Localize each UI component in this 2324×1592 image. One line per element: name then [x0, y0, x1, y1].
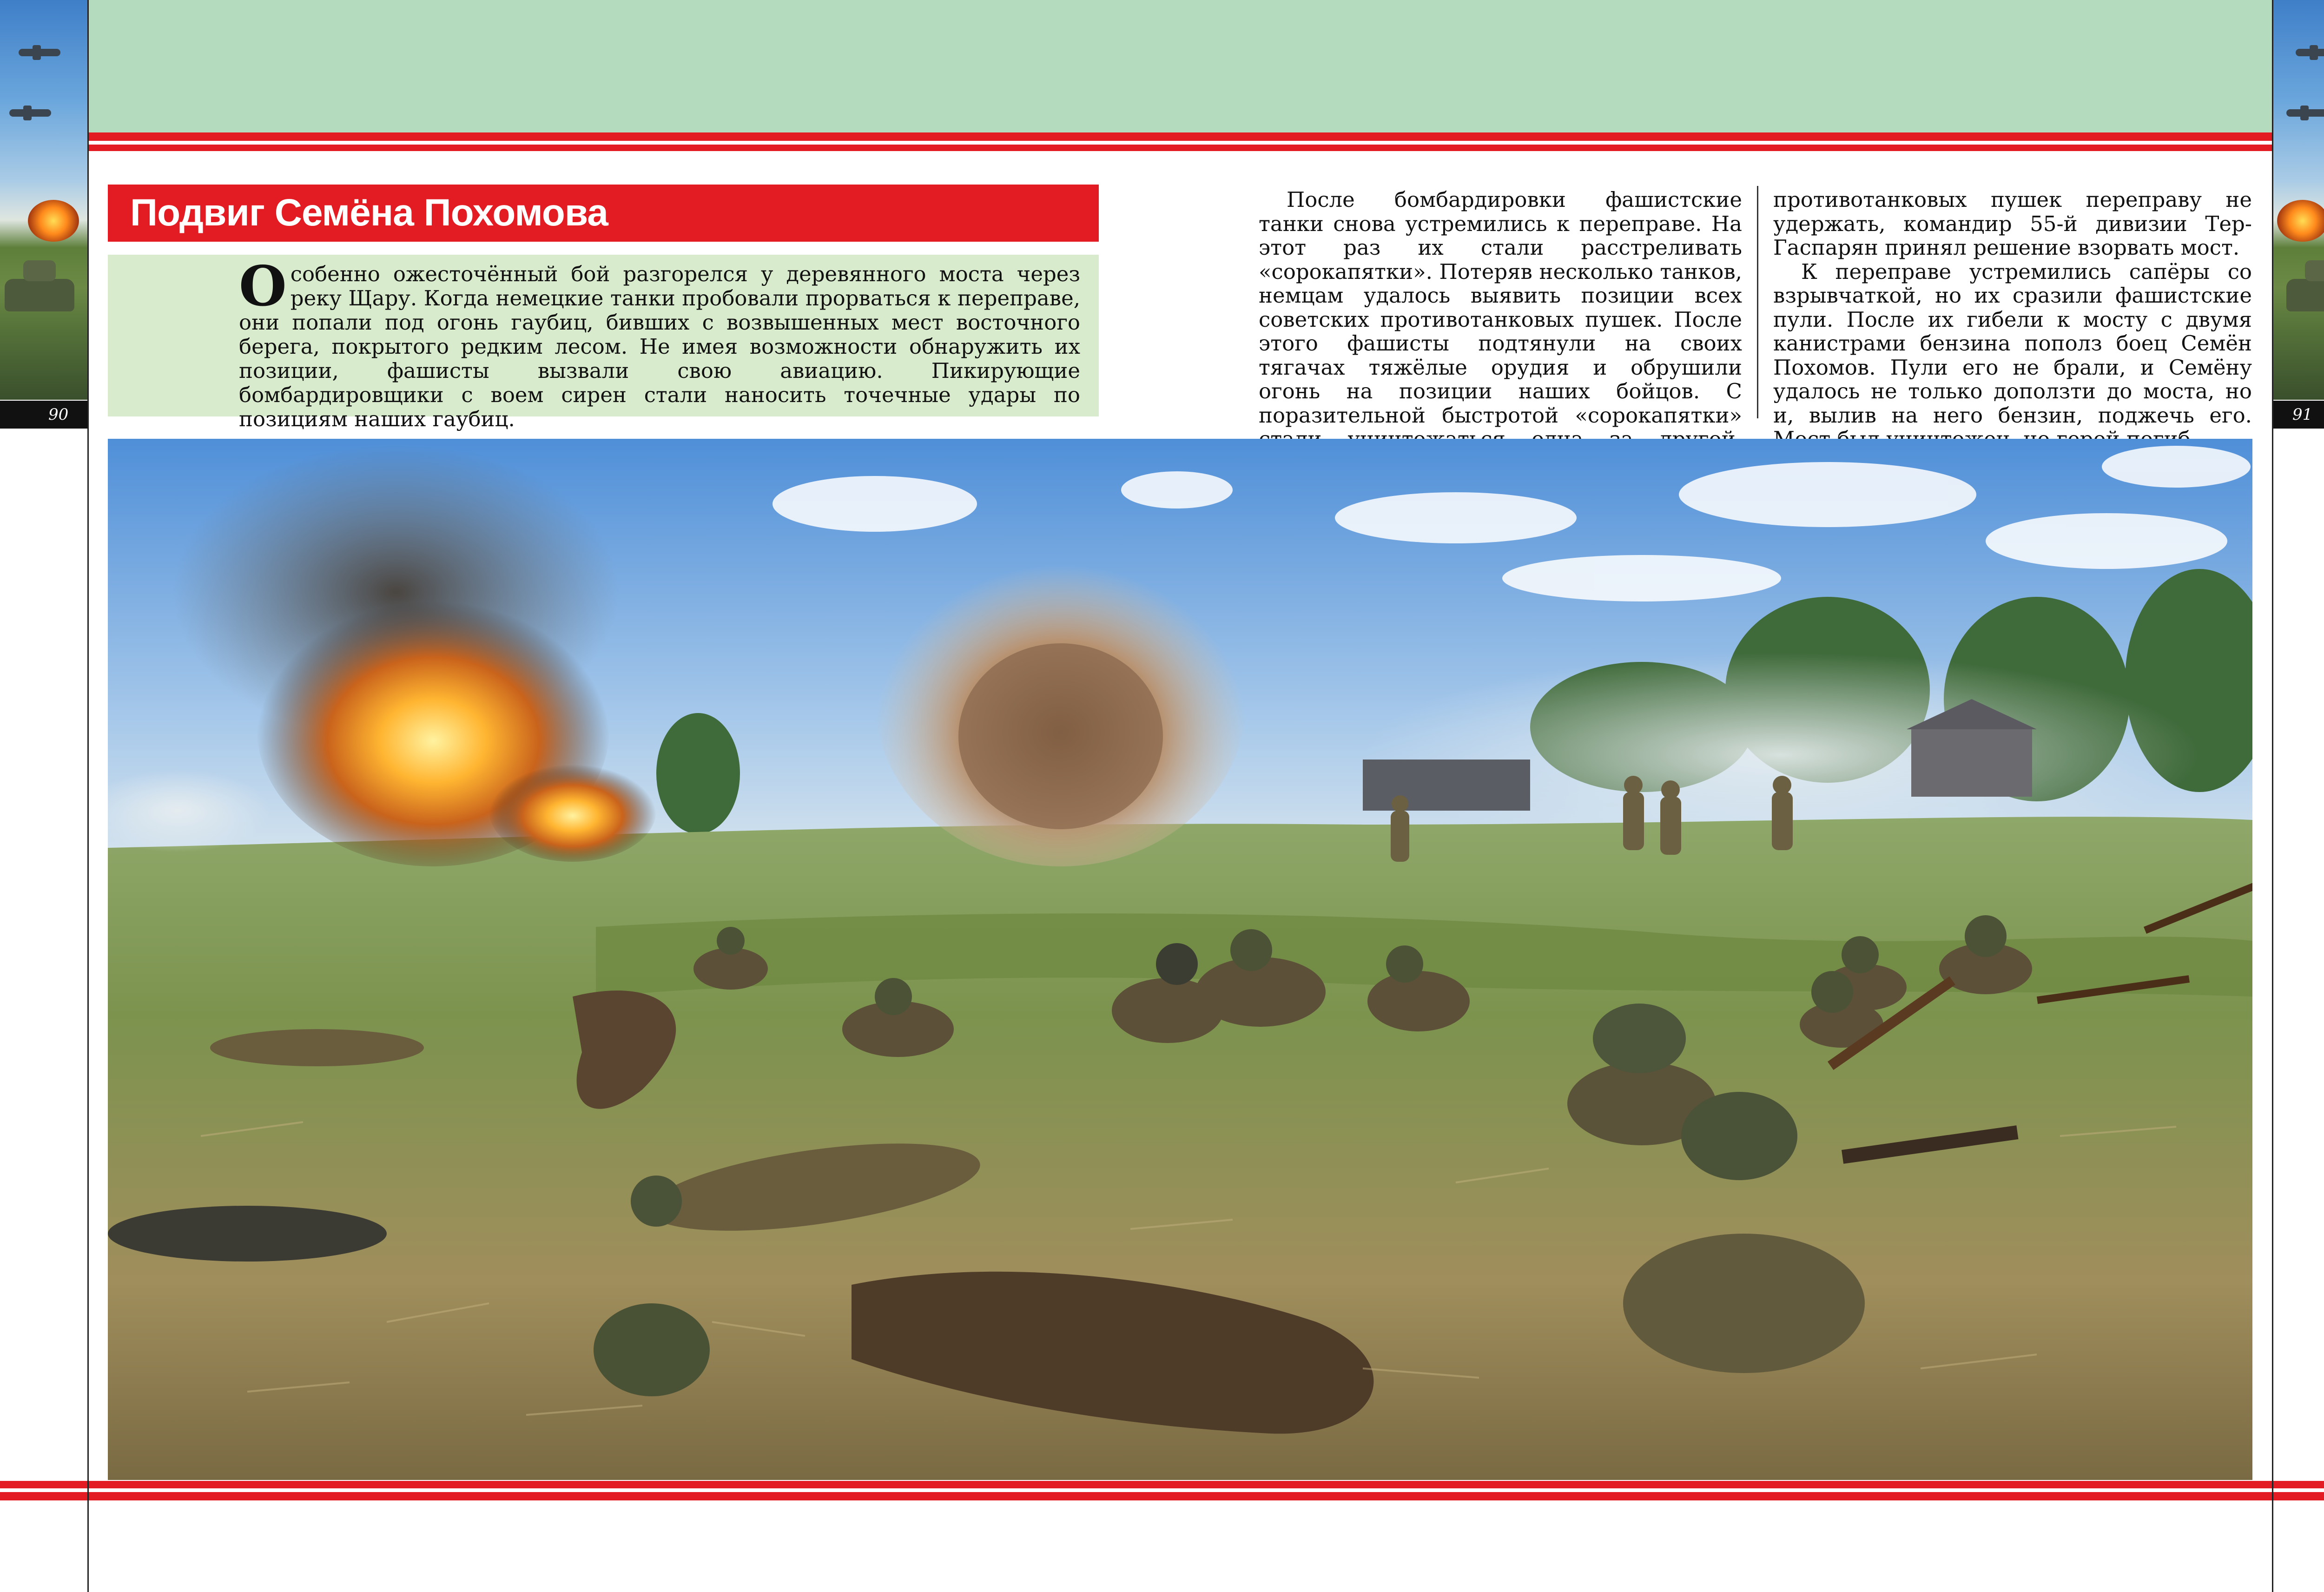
column-1-paragraph: После бомбардировки фашистские танки снова устремились к переправе. На этот раз их стали расстреливать «сорокапятки». Потеряв несколько танков, немцам удалось выявить позиции всех советских противотанковых пушек. После этого фашисты подтянули на своих тягачах тяжёлые орудия и обрушили огонь на позиции наших бойцов. С поразительной быстротой «сорокапятки» — [1259, 187, 1742, 428]
left-folio-bar — [0, 401, 88, 429]
text-column-2 — [1773, 188, 2252, 451]
plane-icon — [19, 49, 60, 56]
bottom-rule-gap — [0, 1488, 2324, 1492]
top-red-rule — [88, 132, 2273, 141]
tank-icon — [2286, 279, 2324, 311]
right-side-image — [2272, 0, 2324, 400]
column-2-paragraph-1: противотанковых пушек переправу не удержать, командир 55-й дивизии Тер-Гаспарян принял решение взорвать мост. — [1773, 187, 2252, 260]
top-band — [88, 0, 2273, 132]
right-page-number: 91 — [2292, 405, 2313, 424]
plane-icon — [2286, 109, 2324, 117]
plane-icon — [2296, 49, 2324, 56]
left-edge-rule — [87, 0, 89, 1592]
house — [1911, 727, 2032, 797]
column-divider — [1757, 186, 1758, 418]
tank-icon — [5, 279, 74, 311]
text-column-1 — [1259, 188, 1742, 475]
left-page-number: 90 — [48, 405, 69, 424]
column-2-paragraph-2: К переправе устремились сапёры со взрывчаткой, но их сразили фашистские пули. После их гибели к мосту с двумя канистрами бензина пополз боец Семён Похомов. Пули его не брали, и Семёну удалось не только доползти до моста, но и, вылив на него бензин, поджечь его. — [1773, 259, 2252, 428]
fire-icon — [2277, 200, 2324, 242]
fire-icon — [28, 200, 79, 242]
top-red-rule-thin — [88, 145, 2273, 151]
article-title: Подвиг Семёна Похомова — [130, 192, 608, 234]
plane-icon — [9, 109, 51, 117]
battle-photo — [108, 439, 2252, 1480]
drop-cap: О — [239, 254, 287, 318]
dirt-explosion-core — [958, 643, 1163, 829]
intro-text: собенно ожесточённый бой разгорелся у деревянного моста через реку Щару. Когда немецкие танки пробовали прорваться к переправе, они попали под огонь гаубиц, бивших с возвышенных мест восточного берега, покрытого редким лесом. Не имея возможности обнаружить их позиции, фашисты вызвали свою авиацию. Пикирующие бомбардировщики с воем сирен стали наносить точечные удары по позициям наших гаубиц. — [239, 262, 1080, 431]
article-title-bar — [108, 185, 1099, 242]
left-side-image — [0, 0, 88, 400]
bottom-red-rule — [0, 1481, 2324, 1488]
bottom-red-rule-thin — [0, 1492, 2324, 1500]
right-edge-rule — [2272, 0, 2273, 1592]
house — [1363, 760, 1530, 811]
top-rule-gap — [88, 141, 2273, 145]
intro-paragraph — [239, 254, 1080, 431]
helmet-on-ground — [594, 1303, 710, 1396]
fire-explosion-small — [489, 760, 656, 862]
intro-box — [108, 254, 1099, 431]
